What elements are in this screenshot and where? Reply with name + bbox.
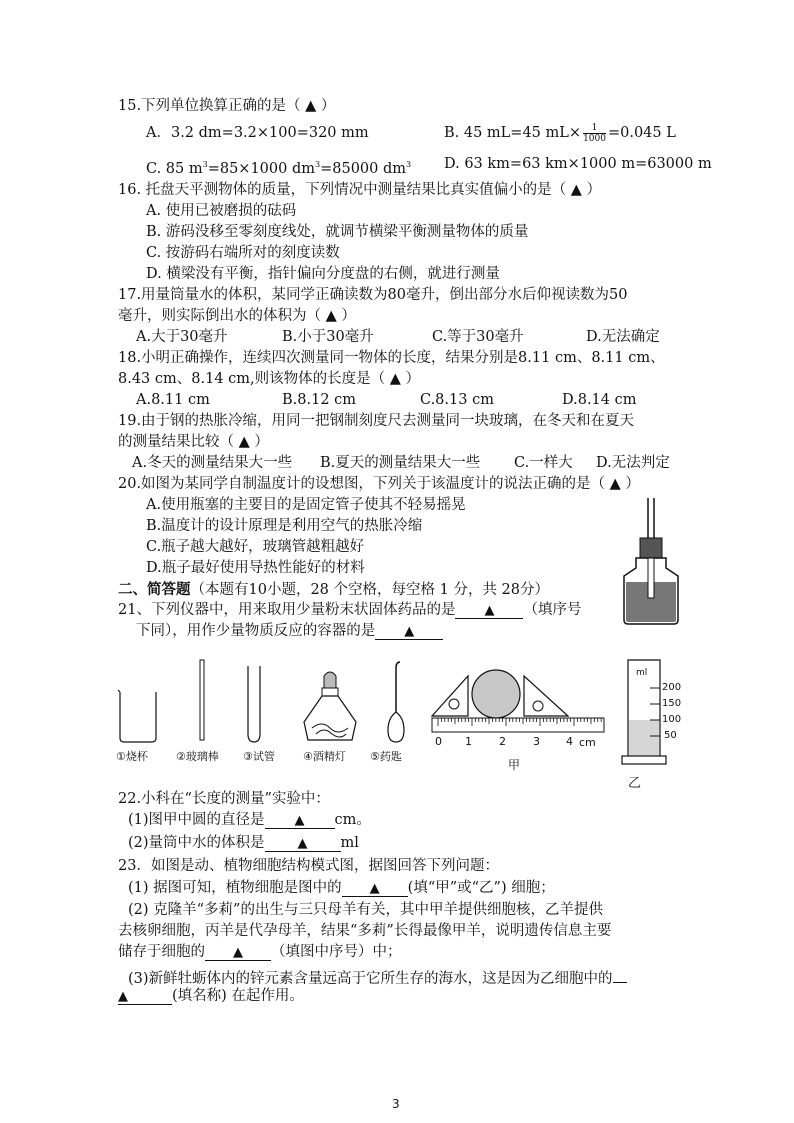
answer-blank[interactable] xyxy=(118,988,172,1005)
figure-jia-label: 甲 xyxy=(508,758,521,772)
test-tube-drawing xyxy=(248,666,260,742)
glass-rod-drawing xyxy=(200,660,204,740)
q17-option-c: C.等于30毫升 xyxy=(432,329,524,345)
q20-option-d: D.瓶子最好使用导热性能好的材料 xyxy=(146,560,365,576)
q15-c-part1: C. 85 m xyxy=(146,160,203,177)
q21-stem-part3: 下同），用作少量物质反应的容器的是 xyxy=(136,623,376,639)
answer-blank[interactable] xyxy=(265,835,341,852)
beaker-drawing xyxy=(118,690,156,742)
q18-stem-line2: 8.43 cm、8.14 cm,则该物体的长度是（ ▲ ） xyxy=(118,371,421,387)
q15-stem: 15.下列单位换算正确的是（ ▲ ） xyxy=(118,98,336,114)
q23-part1-text: (1) 据图可知，植物细胞是图中的 xyxy=(128,880,342,896)
q20-option-c: C.瓶子越大越好，玻璃管越粗越好 xyxy=(146,539,365,555)
q21-line2 xyxy=(136,622,443,641)
blank-marker: ▲ xyxy=(404,624,415,639)
q23-part2-suffix: （填图中序号）中； xyxy=(271,944,402,960)
q15-option-b xyxy=(444,120,676,146)
alcohol-lamp-drawing xyxy=(304,672,356,740)
q15-option-d: D. 63 km=63 km×1000 m=63000 m xyxy=(444,156,712,172)
label-alcohol-lamp: ④酒精灯 xyxy=(303,750,346,763)
q18-option-b: B.8.12 cm xyxy=(282,392,357,408)
q15-option-a: A．3.2 dm=3.2×100=320 mm xyxy=(146,125,369,141)
q17-stem-line1: 17.用量筒量水的体积，某同学正确读数为80毫升，倒出部分水后仰视读数为50 xyxy=(118,287,628,303)
q23-part3-line2 xyxy=(118,987,304,1006)
q16-option-c: C. 按游码右端所对的刻度读数 xyxy=(146,245,340,261)
q18-option-c: C.8.13 cm xyxy=(420,392,494,408)
cylinder-unit-label: ml xyxy=(636,668,648,678)
ruler-tick-label: 2 xyxy=(499,735,506,748)
q23-stem: 23．如图是动、植物细胞结构模式图，据图回答下列问题： xyxy=(118,858,499,874)
superscript: 3 xyxy=(315,160,321,169)
ruler-tick-label: 0 xyxy=(435,735,442,748)
q15-option-c xyxy=(146,155,411,179)
q17-option-b: B.小于30毫升 xyxy=(282,329,374,345)
blank-marker: ▲ xyxy=(118,989,128,1004)
ruler-tick-label: 3 xyxy=(533,735,540,748)
q18-option-d: D.8.14 cm xyxy=(562,392,637,408)
q15-c-part2: =85×1000 dm xyxy=(207,160,315,177)
q19-option-d: D.无法判定 xyxy=(596,455,670,471)
q20-stem: 20.如图为某同学自制温度计的设想图，下列关于该温度计的说法正确的是（ ▲ ） xyxy=(118,476,640,492)
q16-option-b: B. 游码没移至零刻度线处，就调节横梁平衡测量物体的质量 xyxy=(146,224,529,240)
q20-option-a: A.使用瓶塞的主要目的是固定管子使其不轻易摇晃 xyxy=(146,497,466,513)
q16-option-a: A. 使用已被磨损的砝码 xyxy=(146,203,297,219)
q23-part2-text: 储存于细胞的 xyxy=(118,944,205,960)
cylinder-tick-label: 200 xyxy=(662,682,682,693)
q16-stem: 16. 托盘天平测物体的质量，下列情况中测量结果比真实值偏小的是（ ▲ ） xyxy=(118,182,602,198)
q22-part2-unit: ml xyxy=(340,835,359,851)
q17-option-d: D.无法确定 xyxy=(586,329,660,345)
figure-yi-label: 乙 xyxy=(628,776,642,791)
blank-marker: ▲ xyxy=(297,836,308,851)
section2-heading xyxy=(118,580,549,600)
apparatus-figure xyxy=(112,656,428,748)
fraction xyxy=(583,123,606,144)
q23-part1 xyxy=(128,879,555,898)
cylinder-tick-label: 100 xyxy=(662,714,682,725)
label-test-tube: ③试管 xyxy=(243,750,275,763)
fraction-numerator: 1 xyxy=(583,123,606,134)
thermometer-bottle-figure xyxy=(618,496,684,626)
q23-part2-line2: 去核卵细胞，丙羊是代孕母羊，结果“多莉”长得最像甲羊，说明遗传信息主要 xyxy=(118,923,612,939)
answer-blank[interactable] xyxy=(205,944,271,961)
blank-marker: ▲ xyxy=(233,945,243,960)
superscript: 3 xyxy=(202,160,208,169)
blank-marker: ▲ xyxy=(369,881,380,896)
q23-part2-line1: (2) 克隆羊“多莉”的出生与三只母羊有关，其中甲羊提供细胞核，乙羊提供 xyxy=(128,902,603,918)
section2-note: （本题有10小题，28 个空格，每空格 1 分，共 28分） xyxy=(190,582,550,598)
q22-stem: 22.小科在“长度的测量”实验中： xyxy=(118,791,330,807)
spoon-drawing xyxy=(388,662,404,742)
q18-stem-line1: 18.小明正确操作，连续四次测量同一物体的长度，结果分别是8.11 cm、8.11 cm、 xyxy=(118,350,665,366)
q23-part3-suffix: (填名称) 在起作用。 xyxy=(172,988,304,1004)
q19-option-b: B.夏天的测量结果大一些 xyxy=(320,455,481,471)
answer-blank-start[interactable] xyxy=(613,966,627,983)
q19-stem-line2: 的测量结果比较（ ▲ ） xyxy=(118,434,269,450)
ruler-tick-label: 1 xyxy=(465,735,472,748)
q17-option-a: A.大于30毫升 xyxy=(136,329,228,345)
label-glass-rod: ②玻璃棒 xyxy=(176,750,219,763)
q19-option-a: A.冬天的测量结果大一些 xyxy=(132,455,293,471)
q19-option-c: C.一样大 xyxy=(514,455,573,471)
cylinder-tick-label: 150 xyxy=(662,698,682,709)
q22-part2-text: (2)量筒中水的体积是 xyxy=(128,835,265,851)
q15-c-part3: =85000 dm xyxy=(320,160,407,177)
answer-blank[interactable] xyxy=(375,623,443,640)
q19-stem-line1: 19.由于钢的热胀冷缩，用同一把钢制刻度尺去测量同一块玻璃，在冬天和在夏天 xyxy=(118,413,635,429)
q22-part1-unit: cm。 xyxy=(334,812,371,828)
q15-b-suffix: =0.045 L xyxy=(607,125,676,141)
cylinder-tick-label: 50 xyxy=(664,730,677,741)
blank-marker: ▲ xyxy=(484,603,495,618)
q16-option-d: D. 横梁没有平衡，指针偏向分度盘的右侧，就进行测量 xyxy=(146,266,500,282)
label-spoon: ⑤药匙 xyxy=(370,750,402,763)
section2-title: 二、简答题 xyxy=(118,581,191,598)
q22-part1-text: (1)图甲中圆的直径是 xyxy=(128,812,265,828)
q23-part3-line1 xyxy=(128,966,627,989)
q17-stem-line2: 毫升，则实际倒出水的体积为（ ▲ ） xyxy=(118,308,356,324)
q21-stem-part1: 21、下列仪器中，用来取用少量粉末状固体药品的是 xyxy=(118,602,456,618)
page-number: 3 xyxy=(392,1097,400,1111)
blank-marker: ▲ xyxy=(294,813,305,828)
q21-line1 xyxy=(118,601,581,620)
q15-b-prefix: B. 45 mL=45 mL× xyxy=(444,125,582,141)
superscript: 3 xyxy=(406,160,412,169)
answer-blank[interactable] xyxy=(265,812,335,829)
q21-stem-part2: （填序号 xyxy=(523,602,582,618)
q23-part2-line3 xyxy=(118,943,402,962)
q23-part1-suffix: (填“甲”或“乙”) 细胞； xyxy=(407,880,555,896)
q22-part1 xyxy=(128,811,371,830)
q22-part2 xyxy=(128,834,359,853)
q23-part3-text: (3)新鲜牡蛎体内的锌元素含量远高于它所生存的海水，这是因为乙细胞中的 xyxy=(128,971,613,987)
label-beaker: ①烧杯 xyxy=(116,750,148,763)
fraction-denominator: 1000 xyxy=(583,133,606,144)
ruler-tick-label: 4 xyxy=(566,735,573,748)
answer-blank[interactable] xyxy=(342,880,408,897)
ruler-unit-label: cm xyxy=(579,736,596,749)
q20-option-b: B.温度计的设计原理是利用空气的热胀冷缩 xyxy=(146,518,423,534)
q18-option-a: A.8.11 cm xyxy=(136,392,210,408)
answer-blank[interactable] xyxy=(455,602,523,619)
